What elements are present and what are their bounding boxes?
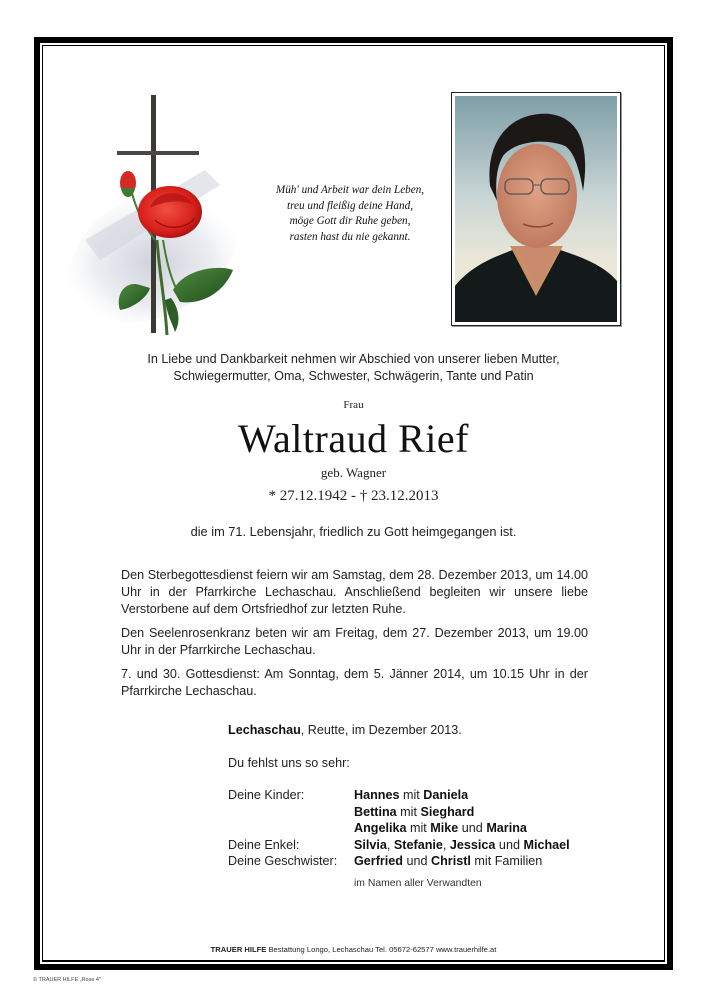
grandchildren-entry [354, 837, 570, 854]
closing-line: im Namen aller Verwandten [354, 878, 482, 889]
children-entry [354, 820, 527, 837]
family-row-grandchildren [228, 837, 570, 854]
grandchild-name: Stefanie [393, 837, 443, 852]
place-rest: , Reutte, im Dezember 2013. [300, 723, 462, 737]
verse [250, 183, 450, 245]
verse-line: Müh' und Arbeit war dein Leben, [275, 184, 425, 196]
memorial-mass-info: 7. und 30. Gottesdienst: Am Sonntag, dem 5. Jänner 2014, um 10.15 Uhr in der Pfarrkirche Lechaschau. [121, 667, 588, 698]
footer-brand: TRAUER HILFE [210, 945, 267, 954]
separator: , [442, 837, 450, 852]
grandchild-name: Michael [523, 837, 570, 852]
cross-rose-image [55, 90, 265, 350]
empty-label [228, 820, 354, 837]
grandchildren-label: Deine Enkel: [228, 837, 300, 852]
family-row-siblings [228, 853, 570, 870]
connector: mit [406, 821, 431, 835]
spouse-name: Marina [486, 821, 527, 835]
salutation: Frau [343, 399, 364, 411]
siblings-label: Deine Geschwister: [228, 854, 338, 868]
copyright: © TRAUER HILFE „Rose 4" [33, 977, 101, 983]
family-row-children [228, 804, 570, 821]
portrait-photo-frame [451, 92, 621, 326]
connector: und [458, 821, 487, 835]
face [497, 144, 577, 248]
sibling-name: Christl [431, 854, 471, 868]
verse-line: rasten hast du nie gekannt. [289, 230, 411, 243]
siblings-entry [354, 853, 542, 870]
spouse-name: Sieghard [420, 804, 475, 819]
verse-line: treu und fleißig deine Hand, [286, 199, 414, 212]
child-name: Bettina [354, 804, 397, 819]
connector: mit [399, 788, 424, 802]
family-list [228, 787, 570, 870]
service-details [121, 567, 588, 707]
spouse-name: Daniela [423, 788, 469, 802]
grandchild-name: Silvia [354, 837, 387, 852]
verse-line: möge Gott dir Ruhe geben, [289, 215, 411, 228]
child-name: Angelika [354, 821, 407, 835]
separator: und [403, 854, 432, 868]
empty-label [228, 804, 354, 821]
family-row-children [228, 787, 570, 804]
footer-credit [0, 945, 707, 954]
cross-rose-illustration [55, 90, 265, 350]
place-date-line [228, 723, 462, 737]
intro-line: Schwiegermutter, Oma, Schwester, Schwägerin, Tante und Patin [173, 369, 534, 383]
place-name: Lechaschau [228, 723, 301, 737]
connector: mit [396, 804, 421, 819]
separator: , [386, 837, 394, 852]
footer-divider [43, 960, 664, 962]
sibling-name: Gerfried [354, 854, 403, 868]
funeral-mass-info: Den Sterbegottesdienst feiern wir am Samstag, dem 28. Dezember 2013, um 14.00 Uhr in der Pfarrkirche Lechaschau. Anschließend begleiten wir unsere liebe Verstorbene auf dem Ortsfriedhof zur letzten Ruhe. [121, 568, 588, 616]
rosary-info: Den Seelenrosenkranz beten wir am Freitag, dem 27. Dezember 2013, um 19.00 Uhr in der Pfarrkirche Lechaschau. [121, 626, 588, 657]
separator: mit Familien [470, 854, 543, 868]
deceased-name: Waltraud Rief [238, 416, 469, 461]
grandchild-name: Jessica [449, 837, 496, 852]
age-line: die im 71. Lebensjahr, friedlich zu Gott heimgegangen ist. [190, 524, 517, 539]
footer-text: Bestattung Longo, Lechaschau Tel. 05672-62577 www.trauerhilfe.at [266, 945, 497, 954]
intro-text [60, 351, 647, 385]
children-label: Deine Kinder: [228, 788, 305, 802]
cross-horizontal-beam [117, 151, 199, 155]
spouse-name: Mike [430, 821, 459, 835]
family-row-children [228, 820, 570, 837]
children-entry [354, 787, 468, 804]
maiden-name: geb. Wagner [320, 465, 387, 480]
child-name: Hannes [354, 788, 400, 802]
portrait-photo [455, 96, 617, 322]
intro-line: In Liebe und Dankbarkeit nehmen wir Abschied von unserer lieben Mutter, [147, 352, 560, 366]
children-entry [354, 804, 474, 821]
miss-line: Du fehlst uns so sehr: [228, 756, 350, 770]
life-dates: * 27.12.1942 - † 23.12.2013 [268, 488, 439, 504]
separator: und [495, 837, 524, 852]
